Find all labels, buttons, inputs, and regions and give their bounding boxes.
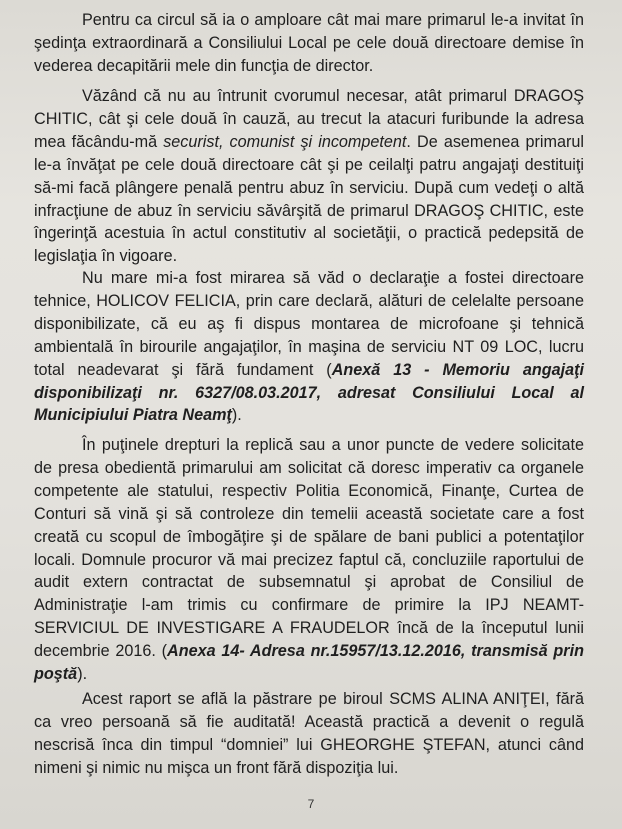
paragraph-5-text: Acest raport se află la păstrare pe biroul SCMS ALINA ANIŢEI, fără ca vreo persoană să fie auditată! Această practică a devenit o regulă nescrisă înca din timpul “domniei” lui GHEORGHE ŞTEFAN, atunci când nimeni şi nimic nu mişca un front fără dispoziţia lui. [34,690,584,777]
paragraph-1 [34,9,584,78]
paragraph-2-text-end: . De asemenea primarul le-a învăţat pe cele două directoare cât şi pe ceilalţi patru angajaţi destituiţi să-mi facă plângere penală pentru abuz în serviciu. După cum vedeţi o altă infracţiune de abuz în serviciu săvârşită de primarul DRAGOŞ CHITIC, este îngerinţă acestuia în actul constitutiv al societăţii, o practică pedepsită de legislaţia în vigoare. [34,132,584,266]
annex-13-reference: Anexă 13 - Memoriu angajaţi disponibilizaţi nr. 6327/08.03.2017, adresat Consiliului Local al Municipiului Piatra Neamţ [34,360,584,425]
paragraph-3-text-start: Nu mare mi-a fost mirarea să văd o declaraţie a fostei directoare tehnice, HOLICOV FELICIA, prin care declară, alături de celelalte persoane disponibilizate, că eu aş fi dispus montarea de microfoane şi tehnică ambientală în birourile angajaţilor, în maşina de serviciu NT 09 LOC, lucru total neadevarat şi fără fundament ( [34,269,584,379]
paragraph-4-text-end: ). [77,665,88,684]
paragraph-1-text: Pentru ca circul să ia o amploare cât mai mare primarul le-a invitat în şedinţa extraordinară a Consiliului Local pe cele două directoare demise în vederea decapitării mele din funcţia de director. [34,11,584,75]
paragraph-5 [34,688,584,780]
paragraph-3 [34,267,584,427]
page-number: 7 [307,797,315,811]
paragraph-4-text-start: În puţinele drepturi la replică sau a unor puncte de vedere solicitate de presa obedientă primarului am solicitat că doresc imperativ ca organele competente ale statului, respectiv Politia Economică, Finanţe, Curtea de Conturi să vină şi să controleze din temelii această societate care a fost creată cu scopul de îmbogăţire şi de spălare de bani publici a potentaţilor locali. Domnule procuror vă mai precizez faptul că, concluziile raportului de audit extern contractat de subsemnatul şi aprobat de Consiliul de Administraţie l-am trimis cu confirmare de primire la IPJ NEAMT- SERVICIUL DE INVESTIGARE A FRAUDELOR încă de la începutul lunii decembrie 2016. ( [34,436,584,661]
paragraph-3-text-end: ). [231,406,242,425]
annex-14-reference: Anexa 14- Adresa nr.15957/13.12.2016, transmisă prin poştă [34,642,584,684]
paragraph-2-italic-text: securist, comunist şi incompetent [163,132,407,151]
paragraph-2-text-start: Văzând că nu au întrunit cvorumul necesar, atât primarul DRAGOŞ CHITIC, cât şi cele două în cauză, au trecut la atacuri furibunde la adresa mea făcându-mă [34,87,584,151]
paragraph-2 [34,85,584,268]
paragraph-4 [34,434,584,686]
